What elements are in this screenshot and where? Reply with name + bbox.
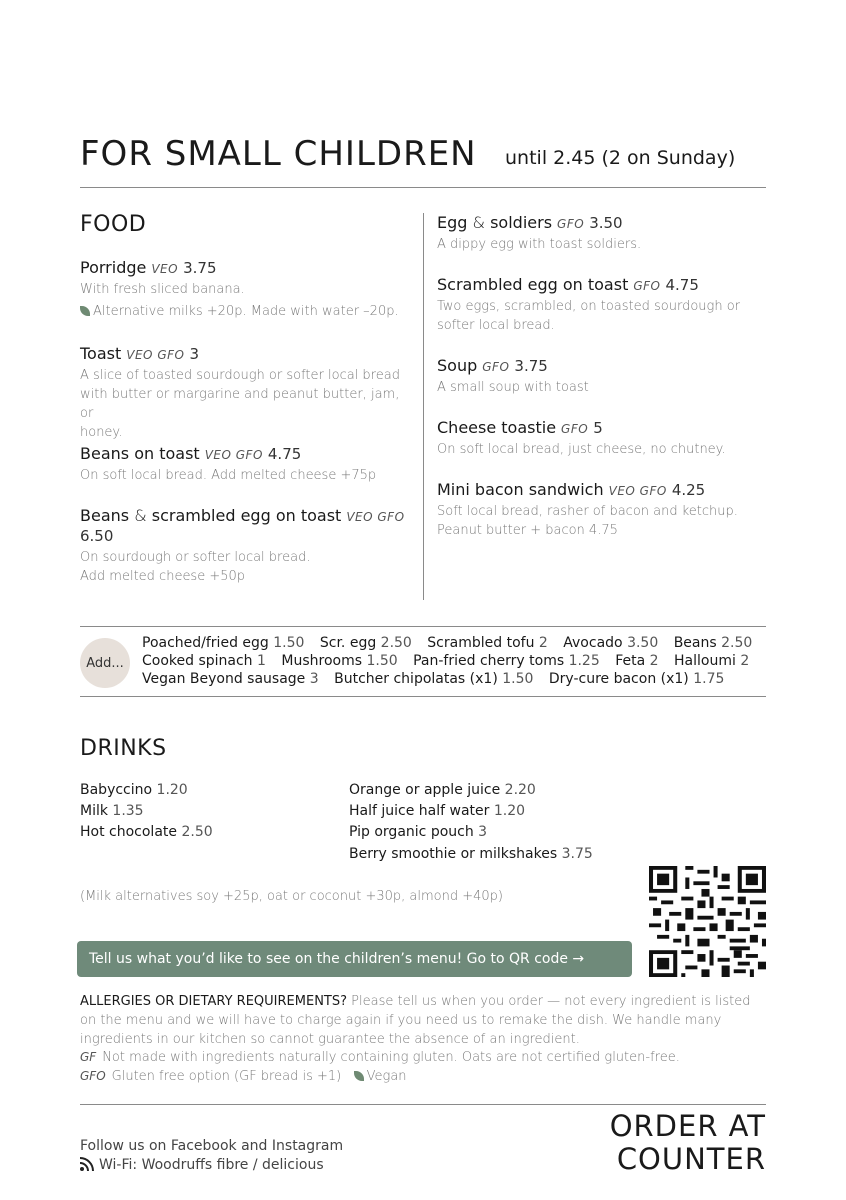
drink-price: 2.20	[504, 782, 536, 798]
addon-item	[615, 653, 658, 669]
page-subtitle: until 2.45 (2 on Sunday)	[505, 147, 736, 169]
menu-item-egg-soldiers	[437, 213, 767, 254]
item-price: 4.75	[267, 445, 302, 463]
drink-item	[349, 824, 487, 840]
item-name: Scrambled egg on toast	[437, 275, 629, 294]
item-price: 3	[189, 345, 200, 363]
allergy-text: Please tell us when you order — not every ingredient is listed on the menu and we will have to charge again if you need us to remake the dish. We handle many ingredients in our kitchen so cannot guarantee the absence of an ingredient.	[80, 994, 751, 1047]
addon-item	[334, 671, 533, 687]
item-price: 3.75	[183, 259, 217, 277]
order-line-2: COUNTER	[616, 1142, 766, 1176]
order-line-1: ORDER AT	[609, 1109, 766, 1143]
item-desc-line: On soft local bread. Add melted cheese +75p	[80, 468, 377, 483]
order-at-counter	[610, 1110, 766, 1176]
item-price: 5	[593, 419, 603, 437]
leaf-icon	[80, 306, 90, 316]
item-tags: GFO	[557, 217, 585, 231]
drink-price: 1.35	[112, 803, 144, 819]
drink-price: 1.20	[156, 782, 188, 798]
item-tags: GFO	[482, 360, 510, 374]
addon-name: Butcher chipolatas (x1)	[334, 671, 498, 687]
wifi-icon	[80, 1157, 94, 1171]
item-tags: VEO GFO	[204, 448, 263, 462]
header-divider	[80, 187, 766, 188]
drink-price: 1.20	[493, 803, 526, 819]
addon-price: 2.50	[721, 635, 753, 651]
menu-item-scrambled-egg-on-toast	[437, 275, 767, 335]
item-desc-line: Two eggs, scrambled, on toasted sourdough or	[437, 299, 741, 314]
leaf-icon	[354, 1071, 364, 1081]
menu-item-mini-bacon-sandwich	[437, 480, 767, 540]
item-name: Soup	[437, 356, 478, 375]
drink-name: Pip organic pouch	[349, 824, 474, 840]
drink-item	[80, 824, 213, 840]
addon-name: Pan-fried cherry toms	[413, 653, 565, 669]
addon-name: Halloumi	[674, 653, 736, 669]
addon-price: 2	[740, 653, 750, 669]
item-tags: VEO GFO	[346, 510, 405, 524]
addon-item	[563, 635, 658, 651]
item-tags: VEO	[151, 262, 179, 276]
item-desc-line: A slice of toasted sourdough or softer local bread	[80, 368, 400, 383]
drink-price: 3	[478, 824, 488, 840]
menu-item-toast	[80, 344, 410, 442]
addon-item	[549, 671, 725, 687]
footer-divider	[80, 1104, 766, 1105]
addon-price: 1.50	[366, 653, 398, 669]
addon-item	[427, 635, 548, 651]
drink-item	[349, 846, 593, 862]
drink-item	[349, 803, 525, 819]
addon-item	[142, 653, 266, 669]
item-desc-line: Peanut butter + bacon 4.75	[437, 523, 618, 538]
addon-name: Scr. egg	[319, 635, 377, 651]
item-tags: GFO	[561, 422, 589, 436]
addon-price: 1.25	[568, 653, 600, 669]
drinks-heading: DRINKS	[80, 736, 167, 761]
item-name: Egg	[437, 213, 468, 232]
addon-item	[281, 653, 397, 669]
milk-alternatives-note: (Milk alternatives soy +25p, oat or coconut +30p, almond +40p)	[80, 889, 503, 904]
item-desc-line: On sourdough or softer local bread.	[80, 550, 311, 565]
item-price: 3.50	[589, 214, 623, 232]
addon-item	[142, 635, 304, 651]
feedback-banner[interactable]: Tell us what you’d like to see on the children’s menu! Go to QR code →	[77, 941, 632, 977]
food-heading: FOOD	[80, 212, 147, 237]
addon-price: 1	[257, 653, 266, 669]
addons-row-1	[142, 635, 763, 651]
addon-price: 1.50	[273, 635, 305, 651]
addon-price: 2	[649, 653, 659, 669]
addons-row-3	[142, 671, 735, 687]
ampersand: &	[472, 213, 485, 232]
drink-item	[349, 782, 536, 798]
addon-name: Avocado	[563, 635, 623, 651]
legend-code: GF	[80, 1050, 97, 1064]
addon-name: Poached/fried egg	[142, 635, 269, 651]
allergy-info	[80, 992, 770, 1049]
drink-name: Hot chocolate	[80, 824, 178, 840]
legend-text: Not made with ingredients naturally containing gluten. Oats are not certified gluten-free.	[102, 1050, 680, 1065]
menu-item-beans-on-toast	[80, 444, 410, 485]
menu-item-porridge	[80, 258, 410, 321]
addon-item	[142, 671, 319, 687]
item-tags: GFO	[633, 279, 661, 293]
legend-gfo	[80, 1069, 407, 1084]
item-price: 3.75	[514, 357, 548, 375]
drink-price: 3.75	[561, 846, 593, 862]
legend-gf	[80, 1050, 680, 1065]
menu-item-beans-scrambled-egg	[80, 506, 415, 586]
food-column-divider	[423, 213, 424, 600]
item-price: 4.25	[671, 481, 706, 499]
item-desc-line: Add melted cheese +50p	[80, 569, 246, 584]
drink-item	[80, 782, 188, 798]
drink-name: Babyccino	[80, 782, 153, 798]
addons-bottom-divider	[80, 696, 766, 697]
addon-name: Vegan Beyond sausage	[142, 671, 306, 687]
item-price: 6.50	[80, 527, 114, 545]
addons-top-divider	[80, 626, 766, 627]
addon-name: Dry-cure bacon (x1)	[548, 671, 689, 687]
drink-name: Milk	[80, 803, 108, 819]
addon-price: 1.50	[502, 671, 534, 687]
item-name: soldiers	[490, 213, 553, 232]
wifi-line	[80, 1157, 324, 1173]
addon-name: Feta	[615, 653, 646, 669]
ampersand: &	[134, 506, 147, 525]
addon-name: Mushrooms	[281, 653, 363, 669]
allergy-heading: ALLERGIES OR DIETARY REQUIREMENTS?	[80, 994, 348, 1009]
addon-item	[674, 635, 753, 651]
legend-vegan: Vegan	[366, 1069, 407, 1084]
social-text: Follow us on Facebook and Instagram	[80, 1138, 344, 1154]
item-desc-line: with butter or margarine and peanut butter, jam, or	[80, 387, 400, 421]
addon-price: 2.50	[380, 635, 412, 651]
wifi-text: Wi-Fi: Woodruffs fibre / delicious	[99, 1157, 324, 1173]
addon-item	[674, 653, 749, 669]
drink-name: Berry smoothie or milkshakes	[349, 846, 558, 862]
item-tags: VEO GFO	[126, 348, 185, 362]
item-desc-line: On soft local bread, just cheese, no chutney.	[437, 442, 726, 457]
addon-price: 2	[538, 635, 548, 651]
page-title: FOR SMALL CHILDREN	[80, 134, 477, 174]
legend-code: GFO	[80, 1069, 106, 1083]
item-name: Beans on toast	[80, 444, 200, 463]
drink-name: Half juice half water	[349, 803, 490, 819]
item-desc-line: honey.	[80, 425, 123, 440]
add-badge: Add...	[80, 638, 130, 688]
item-desc-line: Soft local bread, rasher of bacon and ketchup.	[437, 504, 738, 519]
item-desc-line: A small soup with toast	[437, 380, 589, 395]
item-name: Cheese toastie	[437, 418, 557, 437]
menu-item-soup	[437, 356, 767, 397]
addon-price: 3	[309, 671, 319, 687]
addon-name: Scrambled tofu	[427, 635, 535, 651]
item-name: scrambled egg on toast	[151, 506, 342, 525]
addon-item	[413, 653, 600, 669]
addons-row-2	[142, 653, 760, 669]
drink-name: Orange or apple juice	[349, 782, 501, 798]
item-price: 4.75	[665, 276, 699, 294]
addon-item	[320, 635, 412, 651]
item-desc-line: With fresh sliced banana.	[80, 282, 245, 297]
addon-price: 3.50	[627, 635, 659, 651]
drink-price: 2.50	[181, 824, 213, 840]
menu-item-cheese-toastie	[437, 418, 767, 459]
item-desc-line: softer local bread.	[437, 318, 555, 333]
legend-text: Gluten free option (GF bread is +1)	[111, 1069, 342, 1084]
qr-code-icon[interactable]	[649, 866, 766, 977]
item-name: Toast	[80, 344, 122, 363]
addon-price: 1.75	[693, 671, 725, 687]
item-desc-line: A dippy egg with toast soldiers.	[437, 237, 642, 252]
item-note: Alternative milks +20p. Made with water –20p.	[93, 304, 399, 319]
addon-name: Cooked spinach	[142, 653, 253, 669]
item-name: Beans	[80, 506, 130, 525]
item-tags: VEO GFO	[608, 484, 667, 498]
item-name: Porridge	[80, 258, 147, 277]
addon-name: Beans	[673, 635, 717, 651]
item-name: Mini bacon sandwich	[437, 480, 604, 499]
drink-item	[80, 803, 144, 819]
